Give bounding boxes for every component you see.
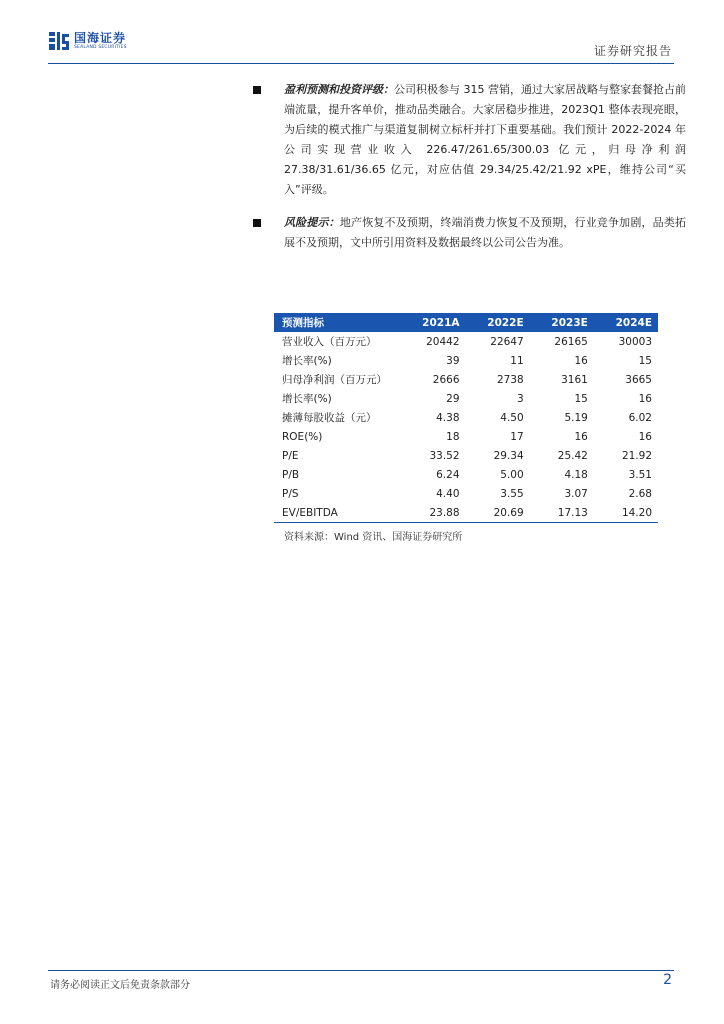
- table-row: [274, 427, 658, 446]
- table-cell: 20442: [426, 335, 460, 348]
- table-row: [274, 332, 658, 351]
- bullet-square-icon: [253, 86, 261, 94]
- footer-divider: [48, 970, 674, 971]
- table-cell: 3: [516, 392, 524, 405]
- section-label-forecast: 盈利预测和投资评级：: [284, 83, 394, 96]
- table-cell: 增长率(%): [282, 355, 332, 367]
- table-cell: 23.88: [401, 503, 465, 523]
- table-cell: 16: [574, 430, 588, 443]
- sealand-logo-icon: [48, 30, 70, 52]
- table-cell: P/B: [282, 468, 300, 481]
- table-cell: 2.68: [628, 487, 652, 500]
- table-cell: 16: [638, 430, 652, 443]
- table-cell: 5.00: [500, 468, 524, 481]
- disclaimer-note: 请务必阅读正文后免责条款部分: [50, 980, 190, 991]
- table-cell: EV/EBITDA: [274, 503, 401, 523]
- table-cell: 22647: [490, 335, 524, 348]
- table-cell: 4.40: [436, 487, 460, 500]
- table-cell: 4.50: [500, 411, 524, 424]
- earnings-forecast-paragraph: [284, 80, 686, 200]
- page-number: 2: [663, 972, 672, 988]
- table-cell: 26165: [554, 335, 588, 348]
- section-text-forecast: 公司积极参与 315 营销，通过大家居战略与整家套餐抢占前端流量，提升客单价，推动品类融合。大家居稳步推进，2023Q1 整体表现亮眼，为后续的模式推广与渠道复制树立标杆并打下重要基础。我们预计 2022-2024 年公司实现营业收入 226.47/261.65/300.03 亿元，归母净利润 27.38/31.61/36.65 亿元，对应估值 29.34/25.42/21.92 xPE，维持公司“买入”评级。: [284, 83, 686, 196]
- table-cell: 15: [638, 354, 652, 367]
- table-cell: 25.42: [557, 449, 588, 462]
- table-header-cell: 预测指标: [274, 313, 401, 332]
- table-cell: 29.34: [493, 449, 524, 462]
- risk-warning-paragraph: [284, 213, 686, 253]
- table-row: [274, 465, 658, 484]
- table-cell: 3161: [561, 373, 588, 386]
- table-cell: 3.07: [564, 487, 588, 500]
- table-cell: 39: [446, 354, 460, 367]
- table-cell: 17: [510, 430, 524, 443]
- table-cell: 4.18: [564, 468, 588, 481]
- table-cell: 营业收入（百万元）: [282, 336, 377, 348]
- table-cell: 归母净利润（百万元）: [282, 374, 387, 386]
- bullet-square-icon: [253, 219, 261, 227]
- table-cell: 21.92: [621, 449, 652, 462]
- logo-english-text: SEALAND SECURITIES: [74, 44, 127, 50]
- table-row: [274, 446, 658, 465]
- table-cell: 3665: [625, 373, 652, 386]
- table-cell: 14.20: [594, 503, 658, 523]
- table-cell: 11: [510, 354, 524, 367]
- company-logo: [48, 30, 127, 52]
- table-row: [274, 503, 658, 523]
- table-header-cell: 2022E: [466, 313, 530, 332]
- table-cell: 15: [574, 392, 588, 405]
- table-cell: 16: [574, 354, 588, 367]
- logo-chinese-text: 国海证券: [74, 30, 127, 45]
- report-type-title: 证券研究报告: [593, 44, 672, 58]
- table-cell: 4.38: [436, 411, 460, 424]
- table-header-row: [274, 313, 658, 332]
- table-row: [274, 370, 658, 389]
- table-row: [274, 408, 658, 427]
- section-text-risk: 地产恢复不及预期，终端消费力恢复不及预期，行业竞争加剧，品类拓展不及预期，文中所引用资料及数据最终以公司公告为准。: [284, 216, 686, 249]
- table-source-note: 资料来源：Wind 资讯、国海证券研究所: [284, 532, 463, 543]
- table-cell: 6.24: [436, 468, 460, 481]
- table-cell: P/E: [282, 449, 299, 462]
- table-cell: 增长率(%): [282, 393, 332, 405]
- table-cell: 33.52: [429, 449, 460, 462]
- table-header-cell: 2021A: [401, 313, 465, 332]
- table-cell: 3.51: [628, 468, 652, 481]
- table-cell: 2666: [432, 373, 460, 386]
- table-cell: 17.13: [530, 503, 594, 523]
- table-cell: 20.69: [466, 503, 530, 523]
- table-row: [274, 351, 658, 370]
- table-header-cell: 2024E: [594, 313, 658, 332]
- table-row: [274, 389, 658, 408]
- table-header-cell: 2023E: [530, 313, 594, 332]
- table-row: [274, 484, 658, 503]
- table-cell: ROE(%): [282, 430, 323, 443]
- table-cell: 30003: [618, 335, 652, 348]
- table-cell: 5.19: [564, 411, 588, 424]
- table-cell: P/S: [282, 487, 299, 500]
- header-divider: [48, 63, 674, 64]
- table-cell: 6.02: [628, 411, 652, 424]
- table-cell: 2738: [496, 373, 524, 386]
- table-cell: 29: [446, 392, 460, 405]
- forecast-table: [274, 313, 658, 523]
- table-cell: 16: [638, 392, 652, 405]
- table-cell: 18: [446, 430, 460, 443]
- table-cell: 摊薄每股收益（元）: [282, 412, 377, 424]
- table-cell: 3.55: [500, 487, 524, 500]
- section-label-risk: 风险提示：: [284, 216, 340, 229]
- page-header: [0, 0, 724, 64]
